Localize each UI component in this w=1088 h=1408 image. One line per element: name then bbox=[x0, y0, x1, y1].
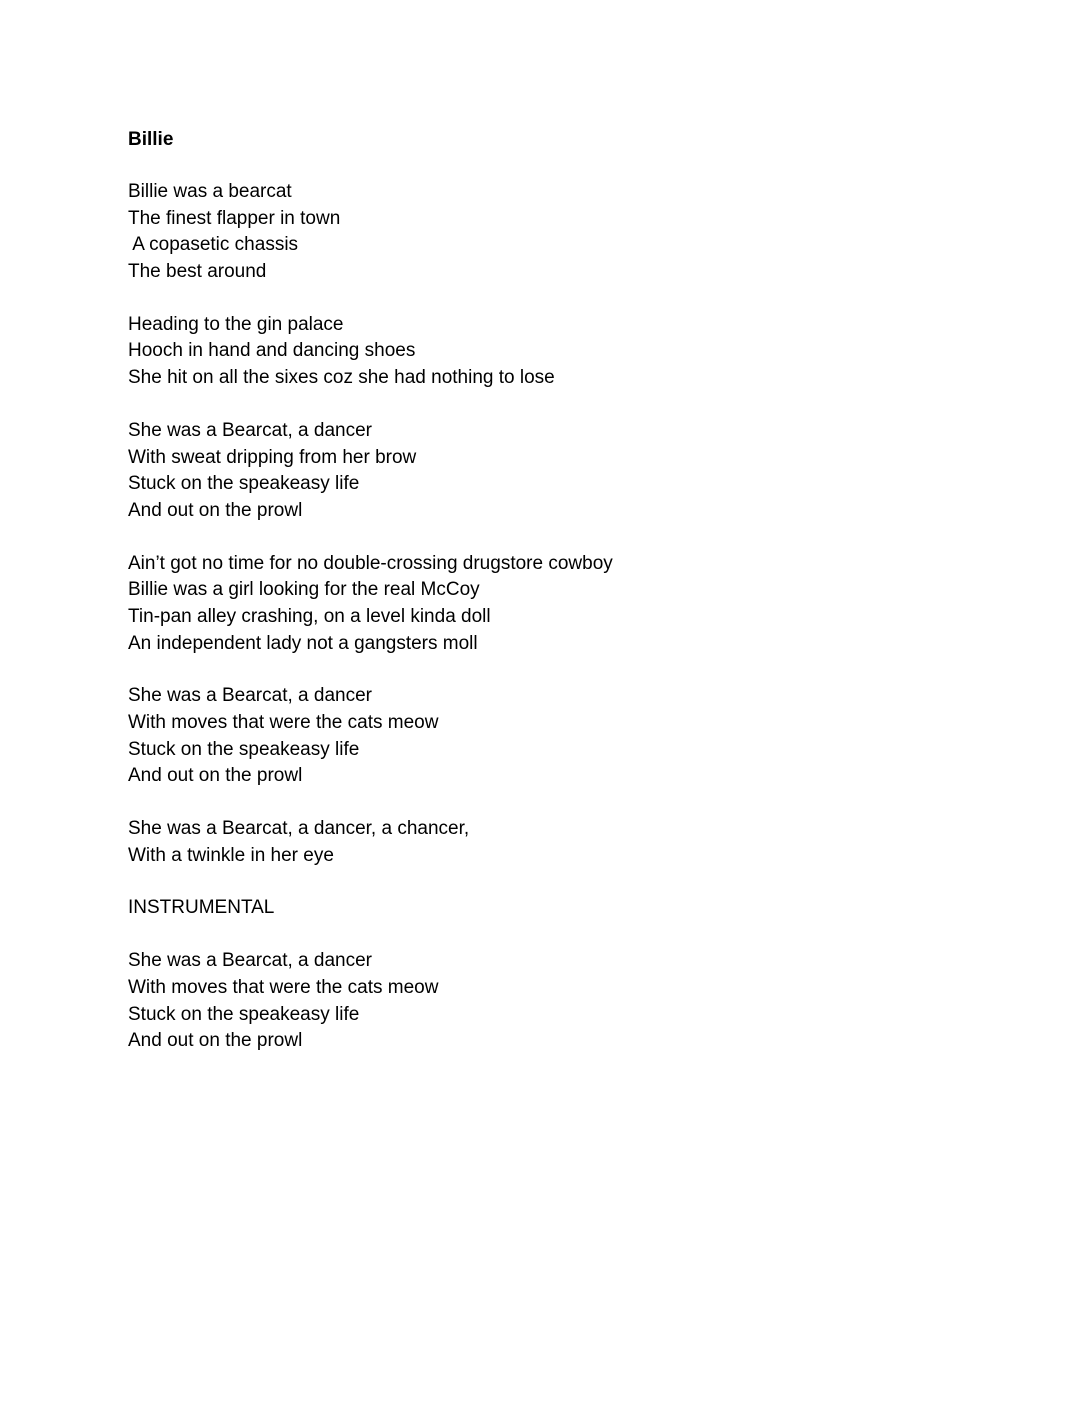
stanza-5 bbox=[128, 683, 1028, 790]
lyric-line: Billie was a girl looking for the real McCoy bbox=[128, 579, 480, 601]
lyric-line: With a twinkle in her eye bbox=[128, 844, 334, 866]
lyric-line: She hit on all the sixes coz she had nothing to lose bbox=[128, 367, 555, 389]
lyric-line: With moves that were the cats meow bbox=[128, 712, 439, 733]
lyric-line: The finest flapper in town bbox=[128, 207, 341, 229]
lyric-line: She was a Bearcat, a dancer bbox=[128, 950, 372, 972]
lyric-line: Heading to the gin palace bbox=[128, 313, 344, 335]
lyric-line: She was a Bearcat, a dancer bbox=[128, 419, 372, 441]
lyric-line: And out on the prowl bbox=[128, 499, 303, 521]
document-title: Billie bbox=[128, 129, 174, 150]
lyric-line: She was a Bearcat, a dancer, a chancer, bbox=[128, 818, 470, 840]
lyric-line: Tin-pan alley crashing, on a level kinda doll bbox=[128, 605, 491, 627]
section-marker: INSTRUMENTAL bbox=[128, 897, 275, 919]
document-page bbox=[128, 126, 1028, 1081]
lyric-line: Hooch in hand and dancing shoes bbox=[128, 340, 416, 362]
lyric-line: She was a Bearcat, a dancer bbox=[128, 685, 372, 707]
lyric-line: Ain’t got no time for no double-crossing drugstore cowboy bbox=[128, 552, 613, 574]
lyric-line: A copasetic chassis bbox=[128, 234, 299, 256]
stanza-1 bbox=[128, 179, 1028, 286]
lyric-line: And out on the prowl bbox=[128, 1030, 303, 1052]
lyric-line: With sweat dripping from her brow bbox=[128, 446, 417, 468]
lyric-line: Billie was a bearcat bbox=[128, 181, 292, 202]
lyric-line: Stuck on the speakeasy life bbox=[128, 473, 360, 495]
lyric-line: And out on the prowl bbox=[128, 765, 303, 787]
lyric-line: Stuck on the speakeasy life bbox=[128, 1003, 360, 1025]
stanza-6 bbox=[128, 816, 1028, 869]
stanza-4 bbox=[128, 551, 1028, 658]
lyric-line: With moves that were the cats meow bbox=[128, 976, 439, 998]
stanza-2 bbox=[128, 312, 1028, 392]
lyric-line: An independent lady not a gangsters moll bbox=[128, 632, 478, 654]
stanza-8 bbox=[128, 948, 1028, 1055]
lyric-line: Stuck on the speakeasy life bbox=[128, 738, 360, 760]
stanza-7 bbox=[128, 895, 1028, 922]
stanza-3 bbox=[128, 418, 1028, 525]
lyric-line: The best around bbox=[128, 261, 267, 283]
